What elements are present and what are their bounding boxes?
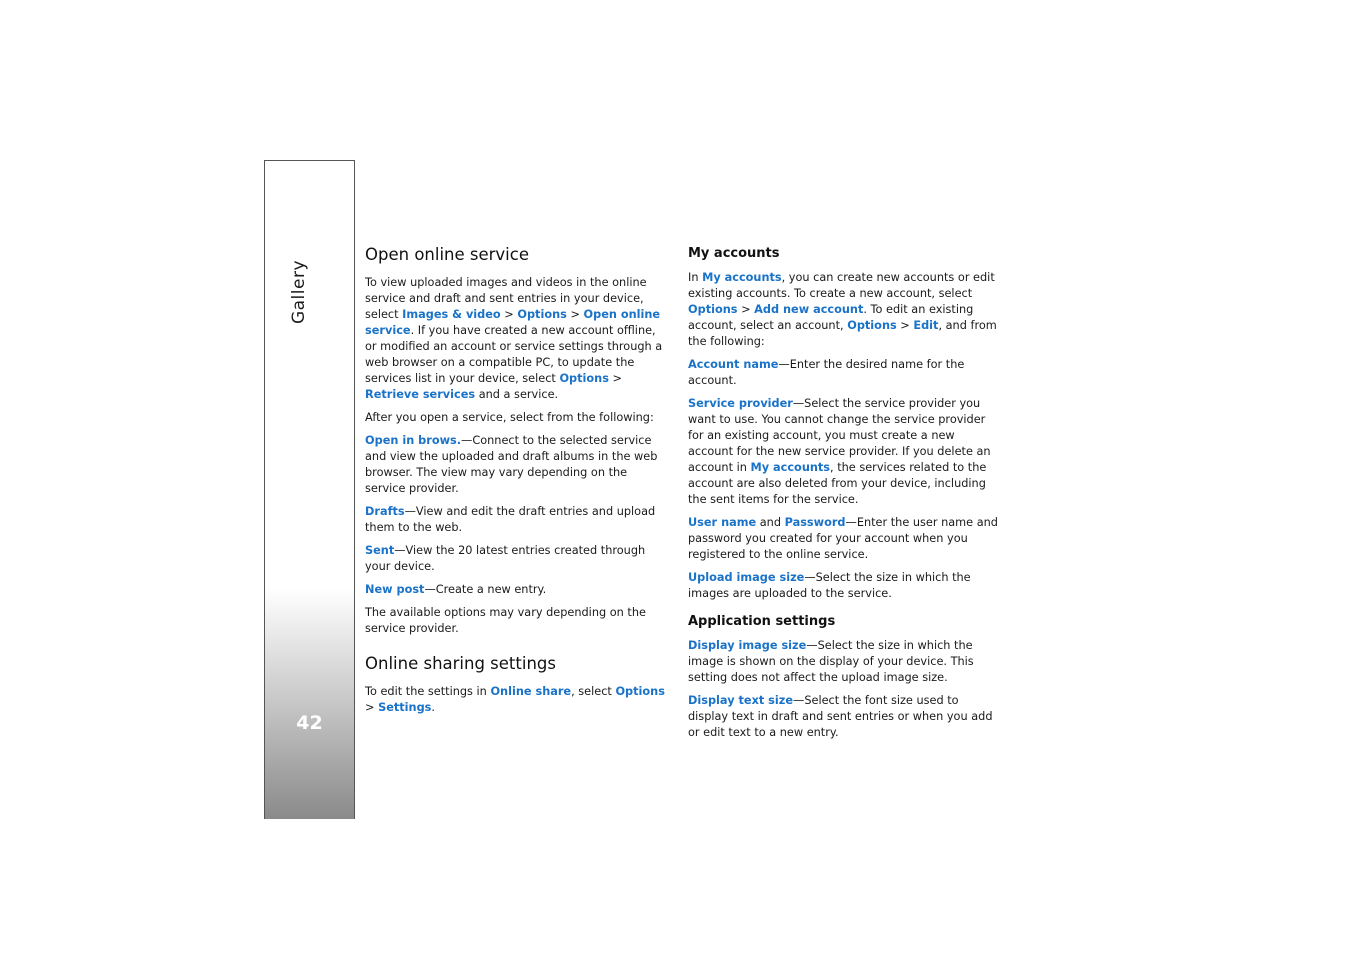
link-options[interactable]: Options [615, 685, 665, 698]
link-add-new-account[interactable]: Add new account [754, 303, 864, 316]
paragraph-open-in-browser: Open in brows.—Connect to the selected service and view the uploaded and draft albums in the web browser. The view may vary depending on the service provider. [365, 434, 658, 495]
paragraph-available-options: The available options may vary depending on the service provider. [365, 606, 646, 635]
link-sent[interactable]: Sent [365, 544, 395, 557]
link-settings[interactable]: Settings [378, 701, 432, 714]
paragraph-new-post: New post—Create a new entry. [365, 583, 547, 596]
heading-online-sharing-settings: Online sharing settings [365, 654, 556, 673]
paragraph-service-provider: Service provider—Select the service provider you want to use. You cannot change the service provider for an existing account, you must create a new account for the new service provider. If you delete an account in My accounts, the services related to the account are also deleted from your device, including the sent items for the service. [688, 397, 991, 506]
link-open-in-brows[interactable]: Open in brows. [365, 434, 462, 447]
paragraph-intro: To view uploaded images and videos in the online service and draft and sent entries in your device, select Images & video > Options > Open online service. If you have created a new account offline, or modified an account or service settings through a web browser on a compatible PC, to update the services list in your device, select Options > Retrieve services and a service. [365, 276, 663, 401]
section-title: Gallery [289, 260, 309, 325]
paragraph-drafts: Drafts—View and edit the draft entries and upload them to the web. [365, 505, 656, 534]
link-my-accounts[interactable]: My accounts [702, 271, 782, 284]
link-options[interactable]: Options [517, 308, 567, 321]
paragraph-edit-settings: To edit the settings in Online share, select Options > Settings. [365, 685, 665, 714]
paragraph-account-name: Account name—Enter the desired name for the account. [688, 358, 965, 387]
link-drafts[interactable]: Drafts [365, 505, 405, 518]
heading-application-settings: Application settings [688, 614, 836, 629]
link-retrieve-services[interactable]: Retrieve services [365, 388, 476, 401]
paragraph-upload-image-size: Upload image size—Select the size in which the images are uploaded to the service. [688, 571, 971, 600]
heading-my-accounts: My accounts [688, 246, 780, 261]
link-new-post[interactable]: New post [365, 583, 425, 596]
link-images-video[interactable]: Images & video [402, 308, 501, 321]
heading-open-online-service: Open online service [365, 245, 529, 264]
paragraph-user-name-password: User name and Password—Enter the user name and password you created for your account when you registered to the online service. [688, 516, 998, 561]
paragraph-accounts-intro: In My accounts, you can create new accounts or edit existing accounts. To create a new account, select Options > Add new account. To edit an existing account, select an account, Options > Edit, and from the following: [688, 271, 997, 348]
link-account-name[interactable]: Account name [688, 358, 779, 371]
link-display-image-size[interactable]: Display image size [688, 639, 807, 652]
paragraph-sent: Sent—View the 20 latest entries created through your device. [365, 544, 646, 573]
link-display-text-size[interactable]: Display text size [688, 694, 794, 707]
link-options[interactable]: Options [688, 303, 738, 316]
left-column [365, 244, 669, 723]
link-user-name[interactable]: User name [688, 516, 757, 529]
paragraph-display-text-size: Display text size—Select the font size used to display text in draft and sent entries or when you add or edit text to a new entry. [688, 694, 993, 739]
link-options[interactable]: Options [559, 372, 609, 385]
link-service-provider[interactable]: Service provider [688, 397, 793, 410]
link-password[interactable]: Password [784, 516, 846, 529]
link-my-accounts[interactable]: My accounts [750, 461, 831, 474]
link-open-online-service[interactable]: Open online service [365, 308, 661, 337]
link-edit[interactable]: Edit [913, 319, 939, 332]
page-number: 42 [296, 712, 323, 734]
paragraph-after-open: After you open a service, select from the following: [365, 411, 654, 424]
link-options[interactable]: Options [847, 319, 897, 332]
link-online-share[interactable]: Online share [490, 685, 572, 698]
link-upload-image-size[interactable]: Upload image size [688, 571, 805, 584]
paragraph-display-image-size: Display image size—Select the size in which the image is shown on the display of your device. This setting does not affect the upload image size. [688, 639, 974, 684]
right-column [688, 244, 1000, 748]
